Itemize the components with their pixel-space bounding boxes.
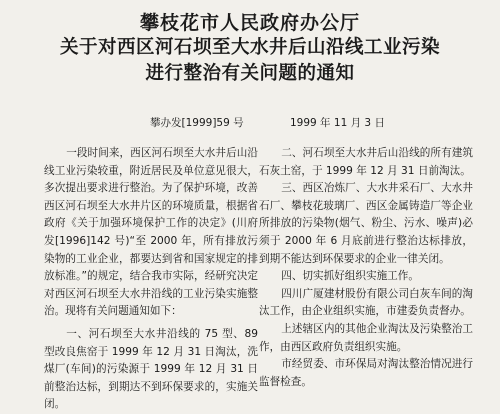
- item-4-detail-1: 四川广厦建材股份有限公司白灰车间的淘汰工作，由企业组织实施，市建委负责督办。: [259, 287, 473, 318]
- item-1-paragraph: 一、河石坝至大水井沿线的 75 型、89 型改良焦窑于 1999 年 12 月 31 日淘汰，洗煤厂(车间)的污染源于 1999 年 12 月 31 日前整治达标，到期达不到环保要求的，实施关闭。: [44, 327, 258, 411]
- item-4-heading: 四、切实抓好组织实施工作。: [281, 270, 419, 283]
- document-number: 攀办发[1999]59 号: [150, 117, 244, 129]
- item-4-detail-2: 上述辖区内的其他企业淘汰及污染整治工作，由西区政府负责组织实施。: [259, 322, 473, 353]
- item-3-paragraph: 三、西区冶炼厂、大水井采石厂、大水井石厂、攀枝花玻璃厂、西区金属铸造厂等企业所排放的污染物(烟气、粉尘、污水、噪声)必须于 2000 年 6 月底前进行整治达标排放，到期不能达到环保要求的企业一律关闭。: [259, 182, 473, 265]
- issuer-heading: 攀枝花市人民政府办公厅: [139, 12, 360, 34]
- item-4-detail-3: 市经贸委、市环保局对淘汰整治情况进行监督检查。: [259, 358, 473, 388]
- item-2-paragraph: 二、河石坝至大水井后山沿线的所有建筑石灰土窑，于 1999 年 12 月 31 日前淘汰。: [259, 147, 473, 177]
- document-date: 1999 年 11 月 3 日: [290, 117, 385, 129]
- intro-paragraph: 一段时间来，西区河石坝至大水井后山沿线工业污染较重，附近居民及单位意见很大，多次提出要求进行整治。为了保护环境，改善西区河石坝至大水井片区的环境质量，根据省政府《关于加强环境保护工作的决定》(川府发[1996]142 号)“至 2000 年，所有排放污染物的工业企业，都要达到省和国家规定的排放标准。”的规定，结合我市实际，经研究决定对西区河石坝至大水井沿线的工业污染实施整治。现将有关问题通知如下：: [44, 147, 258, 318]
- notice-title-line-1: 关于对西区河石坝至大水井后山沿线工业污染: [59, 37, 440, 58]
- body-left-column: [44, 145, 258, 414]
- notice-title-line-2: 进行整治有关问题的通知: [145, 63, 355, 84]
- body-right-column: [259, 145, 473, 391]
